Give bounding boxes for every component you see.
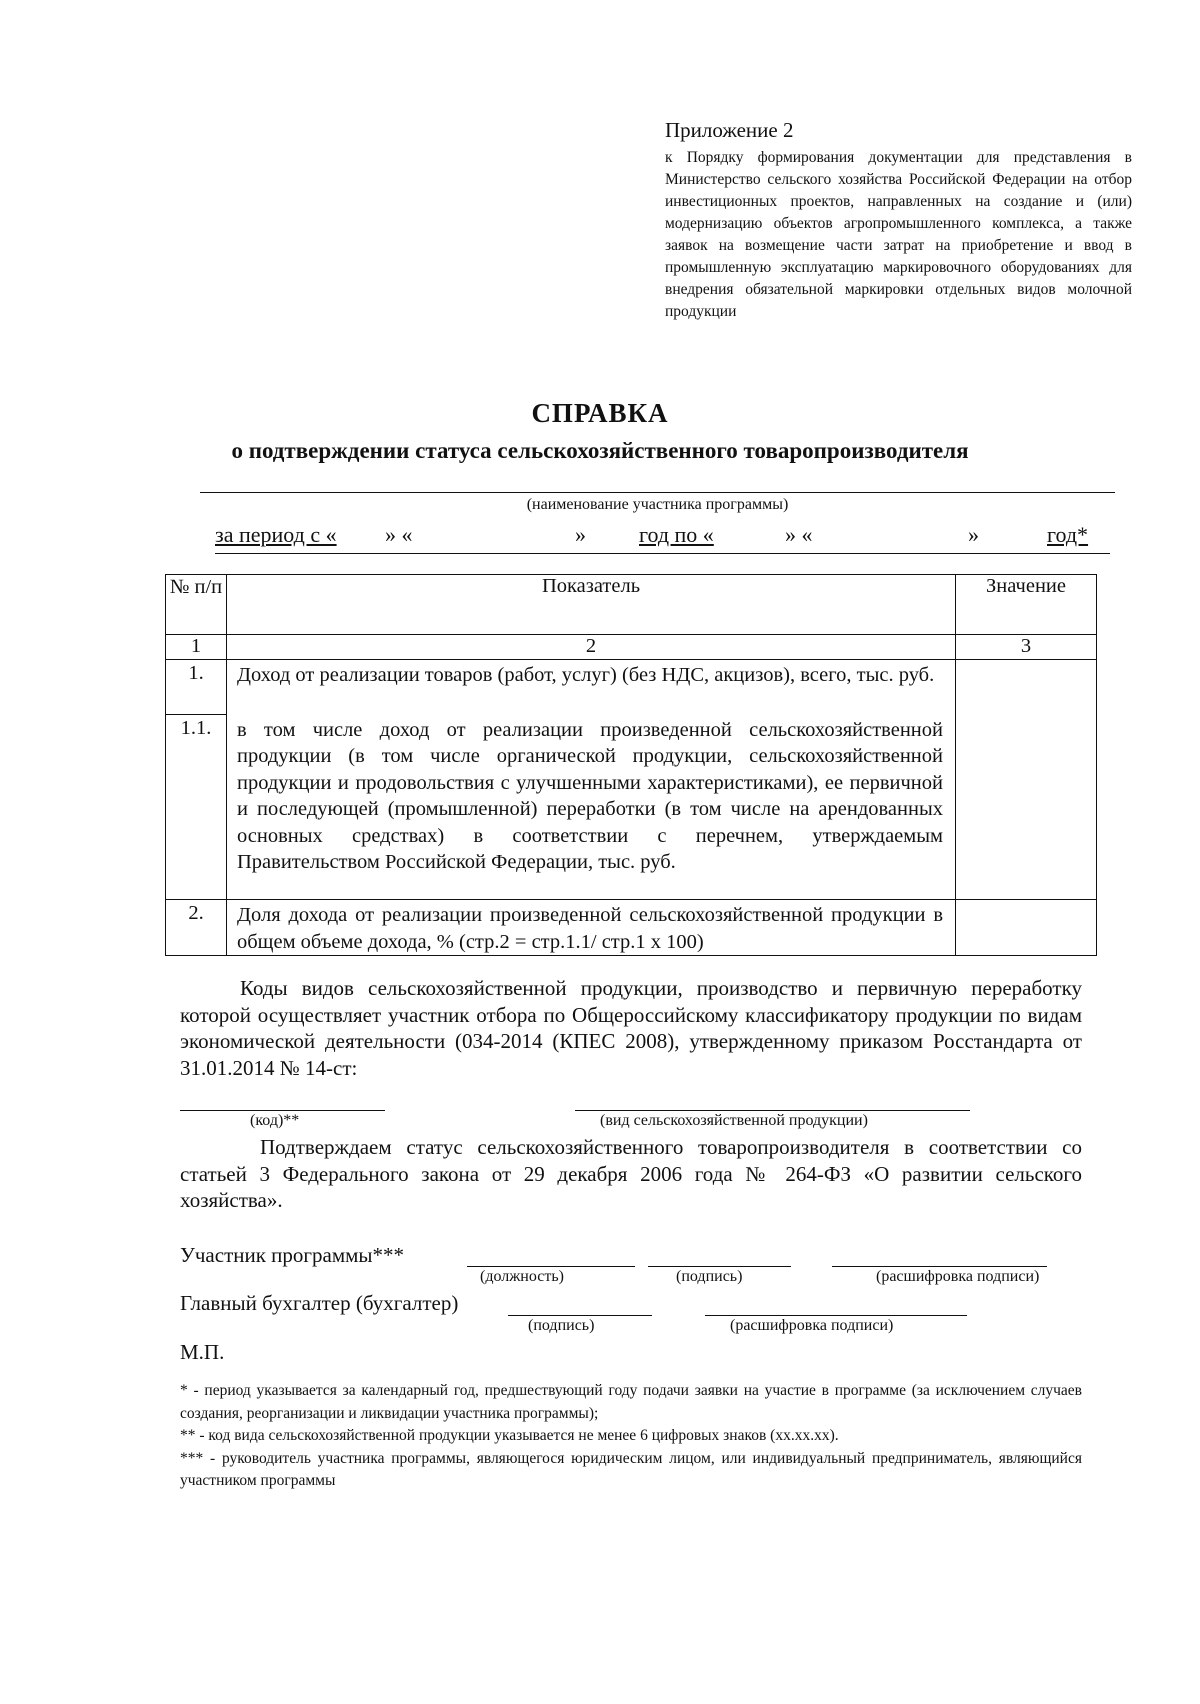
accountant-label: Главный бухгалтер (бухгалтер) <box>180 1291 459 1315</box>
period-line <box>215 522 1115 556</box>
code-line[interactable] <box>180 1110 385 1111</box>
row-num: 1. <box>166 660 227 715</box>
row-text: Доля дохода от реализации произведенной сельскохозяйственной продукции в общем объеме дохода, % (стр.2 = стр.1.1/ стр.1 x 100) <box>227 900 956 956</box>
signature-caption: (подпись) <box>676 1268 743 1285</box>
footnote-3: *** - руководитель участника программы, являющегося юридическим лицом, или индивидуальный предприниматель, являющийся участником программы <box>180 1449 1082 1489</box>
row-text: Доход от реализации товаров (работ, услуг) (без НДС, акцизов), всего, тыс. руб. <box>227 660 956 715</box>
confirm-paragraph: Подтверждаем статус сельскохозяйственного товаропроизводителя в соответствии со статьей 3 Федерального закона от 29 декабря 2006 года № 264-ФЗ «О развитии сельского хозяйства». <box>180 1135 1082 1212</box>
period-quote-4: » <box>968 522 979 547</box>
accountant-decoding-caption: (расшифровка подписи) <box>730 1317 894 1334</box>
header-num: № п/п <box>166 575 227 635</box>
decoding-line[interactable] <box>832 1266 1047 1267</box>
accountant-decoding-line[interactable] <box>705 1315 967 1316</box>
footnote-1: * - период указывается за календарный год, предшествующий году подачи заявки на участие в программе (за исключением случаев создания, реорганизации и ликвидации участника программы); <box>180 1382 1082 1422</box>
code-caption: (код)** <box>250 1112 300 1129</box>
appendix-block <box>665 118 1132 323</box>
period-quote-2: » <box>575 522 586 547</box>
codes-paragraph: Коды видов сельскохозяйственной продукции, производство и первичную переработку которой осуществляет участник отбора по Общероссийскому классификатору продукции по видам экономической деятельности (034-2014 (КПЕС 2008), утвержденному приказом Росстандарта от 31.01.2014 № 14-ст: <box>180 976 1082 1080</box>
accountant-signature-line[interactable] <box>508 1315 652 1316</box>
row-text: в том числе доход от реализации произведенной сельскохозяйственной продукции (в том числе органической продукции, сельскохозяйственной продукции и продовольствия с улучшенными характеристиками), ее первичной и последующей (промышленной) переработки (в том числе на арендованных основных средствах) в соответствии с перечнем, утверждаемым Правительством Российской Федерации, тыс. руб. <box>227 715 956 900</box>
footnote-2: ** - код вида сельскохозяйственной продукции указывается не менее 6 цифровых знаков (хх.хх.хх). <box>180 1427 839 1444</box>
accountant-signature-caption: (подпись) <box>528 1317 595 1334</box>
footnotes <box>180 1380 1082 1493</box>
signature-line[interactable] <box>648 1266 791 1267</box>
period-year-end: год* <box>1047 522 1089 547</box>
header-value: Значение <box>956 575 1097 635</box>
col-number-2: 2 <box>227 635 956 660</box>
period-quote-1: » « <box>385 522 413 547</box>
period-quote-3: » « <box>785 522 813 547</box>
document-title: СПРАВКА <box>531 398 669 428</box>
indicators-table <box>165 574 1097 956</box>
product-line[interactable] <box>575 1110 970 1111</box>
table-col-numbers-row <box>166 635 1097 660</box>
appendix-text: к Порядку формирования документации для представления в Министерство сельского хозяйства Российской Федерации на отбор инвестиционных проектов, направленных на создание и (или) модернизацию объектов агропромышленного комплекса, а также заявок на возмещение части затрат на приобретение и ввод в промышленную эксплуатацию маркировочного оборудованиях для внедрения обязательной маркировки отдельных видов молочной продукции <box>665 149 1132 320</box>
row-value-cell[interactable] <box>956 660 1097 900</box>
period-year-to: год по « <box>639 522 714 547</box>
position-line[interactable] <box>467 1266 635 1267</box>
participant-name-line[interactable] <box>200 492 1115 493</box>
period-underline <box>215 553 1110 554</box>
participant-caption: (наименование участника программы) <box>526 496 789 513</box>
table-row <box>166 900 1097 956</box>
stamp-label: М.П. <box>180 1340 225 1364</box>
row-value-cell[interactable] <box>956 900 1097 956</box>
participant-label: Участник программы*** <box>180 1243 405 1267</box>
col-number-3: 3 <box>956 635 1097 660</box>
col-number-1: 1 <box>166 635 227 660</box>
document-subtitle: о подтверждении статуса сельскохозяйственного товаропроизводителя <box>231 438 969 463</box>
row-num: 1.1. <box>166 715 227 900</box>
row-num: 2. <box>166 900 227 956</box>
table-row <box>166 660 1097 715</box>
table-header-row <box>166 575 1097 635</box>
header-indicator: Показатель <box>227 575 956 635</box>
appendix-title: Приложение 2 <box>665 118 794 142</box>
position-caption: (должность) <box>480 1268 564 1285</box>
period-label: за период с « <box>215 522 337 547</box>
product-caption: (вид сельскохозяйственной продукции) <box>600 1112 868 1129</box>
decoding-caption: (расшифровка подписи) <box>876 1268 1040 1285</box>
